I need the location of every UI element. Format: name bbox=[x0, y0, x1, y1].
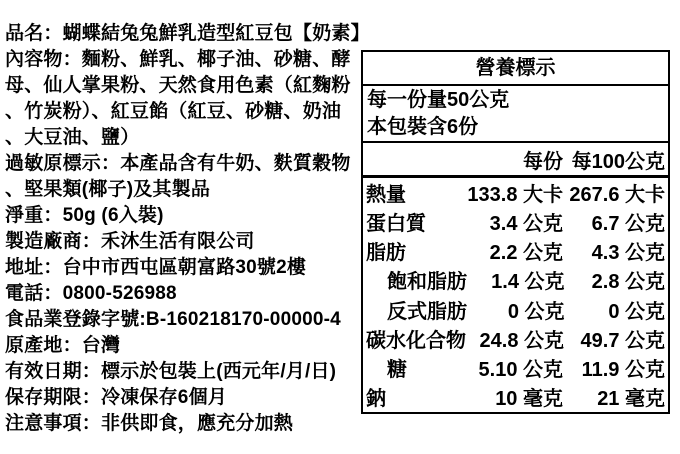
nutrient-rows bbox=[363, 178, 668, 411]
nutrition-row-carbohydrate bbox=[363, 324, 668, 353]
nutrition-row-trans-fat bbox=[363, 295, 668, 324]
registration-number-line: 食品業登錄字號:B-160218170-00000-4 bbox=[5, 309, 341, 330]
allergen-line-2: 、堅果類(椰子)及其製品 bbox=[5, 179, 211, 200]
nutrient-label: 反式脂肪 bbox=[387, 300, 467, 323]
nutrition-row-fat bbox=[363, 236, 668, 265]
address-line: 地址：台中市西屯區朝富路30號2樓 bbox=[5, 257, 307, 278]
nutrition-facts-table bbox=[361, 50, 670, 414]
per-serving-value: 2.2 公克 bbox=[489, 242, 563, 265]
per-serving-value: 24.8 公克 bbox=[479, 329, 565, 352]
nutrition-title: 營養標示 bbox=[363, 52, 668, 86]
caution-line: 注意事項：非供即食，應充分加熱 bbox=[5, 413, 294, 434]
expiry-date-line: 有效日期：標示於包裝上(西元年/月/日) bbox=[5, 361, 337, 382]
nutrition-row-sugar bbox=[363, 353, 668, 382]
allergen-line-1: 過敏原標示：本產品含有牛奶、麩質穀物 bbox=[5, 153, 351, 174]
nutrient-label: 鈉 bbox=[366, 387, 386, 410]
per-100g-value: 2.8 公克 bbox=[591, 271, 665, 294]
nutrient-label: 蛋白質 bbox=[366, 213, 426, 236]
column-header-row bbox=[363, 143, 668, 178]
per-serving-value: 0 公克 bbox=[507, 300, 565, 323]
ingredients-line-3: 、竹炭粉）、紅豆餡（紅豆、砂糖、奶油 bbox=[5, 101, 342, 122]
per-100g-value: 267.6 大卡 bbox=[569, 184, 665, 207]
serving-info-section bbox=[363, 86, 668, 143]
nutrition-row-sodium bbox=[363, 382, 668, 411]
per-serving-value: 133.8 大卡 bbox=[467, 184, 563, 207]
col-header-per-serving: 每份 bbox=[523, 150, 563, 173]
phone-line: 電話：0800-526988 bbox=[5, 283, 177, 304]
per-serving-value: 1.4 公克 bbox=[491, 271, 565, 294]
nutrient-label: 飽和脂肪 bbox=[387, 271, 467, 294]
col-header-per-100g: 每100公克 bbox=[571, 150, 665, 173]
ingredients-line-4: 、大豆油、鹽） bbox=[5, 127, 140, 148]
nutrition-row-calories bbox=[363, 178, 668, 207]
net-weight-line: 淨重：50g (6入裝) bbox=[5, 205, 164, 226]
per-100g-value: 0 公克 bbox=[608, 300, 665, 323]
per-100g-value: 21 毫克 bbox=[597, 387, 665, 410]
per-serving-value: 5.10 公克 bbox=[478, 358, 563, 381]
shelf-life-line: 保存期限：冷凍保存6個月 bbox=[5, 387, 227, 408]
origin-line: 原產地：台灣 bbox=[5, 335, 121, 356]
per-100g-value: 4.3 公克 bbox=[591, 242, 665, 265]
per-serving-value: 10 毫克 bbox=[495, 387, 563, 410]
nutrition-row-saturated-fat bbox=[363, 265, 668, 294]
nutrient-label: 脂肪 bbox=[366, 242, 406, 265]
per-serving-value: 3.4 公克 bbox=[489, 213, 563, 236]
nutrient-label: 熱量 bbox=[366, 184, 406, 207]
serving-size-text: 每一份量50公克 bbox=[367, 89, 510, 111]
ingredients-line-2: 母、仙人掌果粉、天然食用色素（紅麴粉 bbox=[5, 75, 351, 96]
nutrient-label: 糖 bbox=[387, 358, 407, 381]
per-100g-value: 6.7 公克 bbox=[591, 213, 665, 236]
per-100g-value: 49.7 公克 bbox=[580, 329, 665, 352]
per-100g-value: 11.9 公克 bbox=[581, 358, 665, 381]
product-info-block bbox=[5, 21, 370, 437]
nutrition-row-protein bbox=[363, 207, 668, 236]
product-name-line: 品名：蝴蝶結兔兔鮮乳造型紅豆包【奶素】 bbox=[5, 23, 370, 44]
manufacturer-line: 製造廠商：禾沐生活有限公司 bbox=[5, 231, 255, 252]
nutrient-label: 碳水化合物 bbox=[366, 329, 466, 352]
ingredients-line-1: 內容物：麵粉、鮮乳、椰子油、砂糖、酵 bbox=[5, 49, 351, 70]
servings-per-pack-text: 本包裝含6份 bbox=[367, 116, 479, 138]
